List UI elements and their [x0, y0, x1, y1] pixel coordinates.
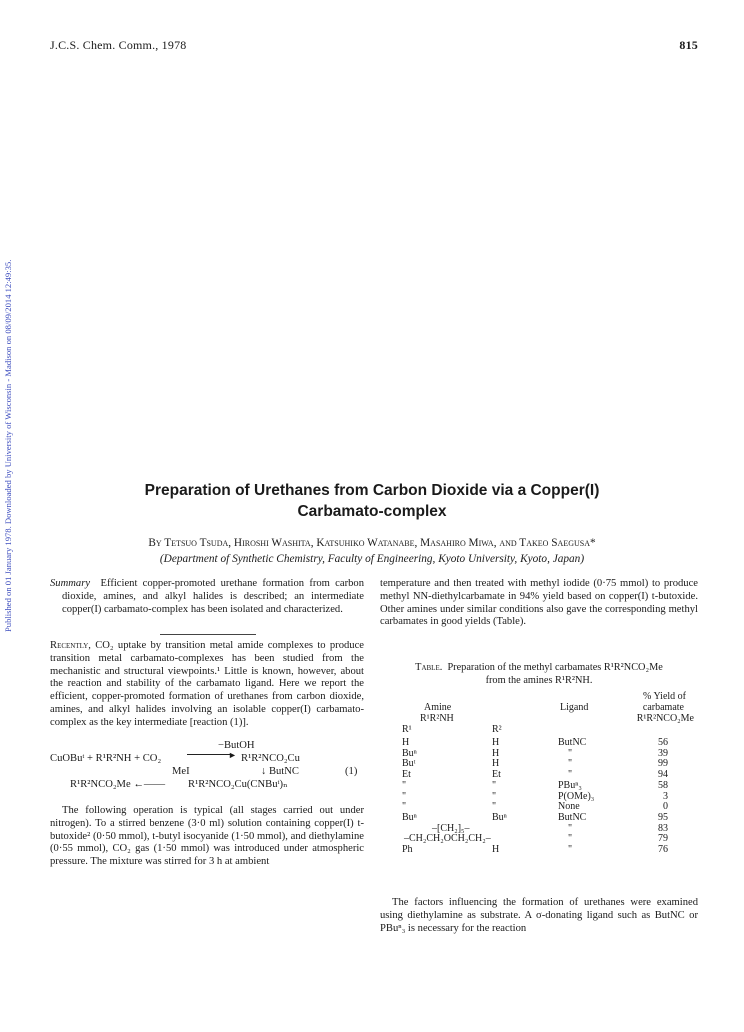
- table-cell-yield: 56: [658, 737, 668, 748]
- scheme-equation-number: (1): [345, 766, 358, 777]
- table-cell-yield: 79: [658, 833, 668, 845]
- scheme-arrow-right: [187, 754, 232, 755]
- scheme-reactants: CuOBuᵗ + R¹R²NH + CO₂: [50, 753, 162, 764]
- table-cell-ligand: ButNC: [558, 737, 587, 748]
- table-cell-yield: 83: [658, 822, 668, 834]
- table-caption-line-2: from the amines R¹R²NH.: [485, 674, 593, 686]
- table-cell-r1: ": [402, 801, 407, 813]
- table-cell-yield: 58: [658, 779, 668, 791]
- intro-paragraph: [50, 640, 364, 729]
- table-cell-r1: ": [402, 779, 407, 791]
- summary-divider: [160, 634, 256, 635]
- table-cell-r1: ": [402, 790, 407, 802]
- summary-paragraph: [50, 578, 364, 616]
- scheme-complex: R¹R²NCO₂Cu(CNBuᵗ)ₙ: [188, 779, 288, 790]
- carbamate-table: [380, 692, 698, 872]
- table-cell-r2: H: [492, 758, 500, 770]
- table-cell-r2: ": [492, 801, 497, 813]
- table-cell-ligand: ": [568, 822, 573, 834]
- byline: [40, 535, 704, 567]
- factors-paragraph: The factors influencing the formation of urethanes were examined using diethylamine as substrate. A σ-donating ligand such as ButNC or PBuⁿ₃ is necessary for the reaction: [380, 897, 698, 934]
- title-line-2: Carbamato-complex: [297, 503, 447, 520]
- intro-lead-word: Recently,: [50, 640, 91, 651]
- table-cell-yield: 76: [658, 844, 668, 855]
- table-cell-r1: Buⁿ: [402, 747, 417, 759]
- table-cell-r2: H: [492, 844, 500, 855]
- table-cell-r1: Ph: [402, 844, 413, 855]
- scheme-butnc: ↓ ButNC: [261, 766, 299, 777]
- scheme-urethane: R¹R²NCO₂Me ←——: [70, 779, 166, 790]
- table-head-yield-2: carbamate: [642, 702, 684, 713]
- table-head-amine-formula: R¹R²NH: [420, 713, 454, 724]
- table-cell-yield: 94: [658, 769, 668, 781]
- scheme-minus-butoh: −ButOH: [218, 740, 255, 751]
- summary-block: [50, 578, 364, 616]
- page-number: 815: [679, 38, 698, 52]
- table-cell-r2: Et: [492, 769, 501, 781]
- table-cell-r2: Buⁿ: [492, 811, 507, 823]
- table-head-amine: Amine: [424, 702, 452, 713]
- table-cell-r1: H: [402, 737, 410, 748]
- table-cell-r1: Buᵗ: [402, 758, 416, 770]
- table-caption-line-1: [380, 662, 698, 675]
- table-cell-ligand: ": [568, 758, 573, 770]
- table-cell-ligand: ButNC: [558, 811, 587, 823]
- table-cell-ligand: P(OMe)₃: [558, 790, 595, 802]
- intro-text: CO₂ uptake by transition metal amide complexes to produce transition metal carbamato-complexes has been studied from the mechanistic and structural viewpoints.¹ Little is known, however, about the reaction and stability of the carbamato ligand. Here we report the efficient, copper-promoted formation of urethanes from carbon dioxide, amines, and alkyl halides involving an isolable copper(I) carbamato-complex as the key intermediate [reaction (1)].: [50, 640, 364, 728]
- table-cell-yield: 39: [658, 747, 668, 759]
- article-title: [60, 480, 684, 522]
- table-cell-ligand: ": [568, 833, 573, 845]
- affiliation: (Department of Synthetic Chemistry, Faculty of Engineering, Kyoto University, Kyoto, Japan): [159, 553, 585, 565]
- download-note-text: Published on 01 January 1978. Downloaded by University of Wisconsin - Madison on 08/09/2014 12:49:35.: [3, 259, 13, 632]
- table-cell-amine: –CH₂CH₂OCH₂CH₂–: [404, 833, 491, 845]
- download-note: [0, 0, 16, 1032]
- table-caption: [380, 662, 698, 687]
- table-caption-text: Preparation of the methyl carbamates R¹R²NCO₂Me: [447, 662, 663, 673]
- table-head-r2: R²: [492, 724, 502, 735]
- journal-header: J.C.S. Chem. Comm., 1978: [50, 38, 187, 52]
- table-cell-yield: 3: [663, 790, 668, 802]
- table-cell-r2: H: [492, 737, 500, 748]
- table-cell-yield: 95: [658, 811, 668, 823]
- table-cell-r2: H: [492, 747, 500, 759]
- table-head-yield-3: R¹R²NCO₂Me: [636, 713, 694, 724]
- table-caption-label: Table.: [415, 662, 443, 673]
- results-paragraph: temperature and then treated with methyl iodide (0·75 mmol) to produce methyl NN-diethylcarbamate in 94% yield based on copper(I) t-butoxide. Other amines under similar conditions also gave the corresponding methyl carbamates in good yields (Table).: [380, 578, 698, 628]
- table-cell-ligand: ": [568, 747, 573, 759]
- summary-label: Summary: [50, 578, 91, 589]
- reaction-scheme: [50, 740, 364, 792]
- scheme-arrowhead: ►: [228, 750, 237, 760]
- table-cell-ligand: None: [558, 801, 580, 813]
- table-cell-r1: Et: [402, 769, 411, 781]
- author-list: By Tetsuo Tsuda, Hiroshi Washita, Katsuhiko Watanabe, Masahiro Miwa, and Takeo Saegusa*: [148, 537, 596, 549]
- title-line-1: Preparation of Urethanes from Carbon Dioxide via a Copper(I): [144, 482, 600, 499]
- table-cell-yield: 99: [658, 758, 668, 770]
- table-head-yield-1: % Yield of: [643, 691, 686, 702]
- table-cell-ligand: PBuⁿ₃: [558, 779, 582, 791]
- summary-text: Efficient copper-promoted urethane formation from carbon dioxide, amines, and alkyl halides is described; an intermediate copper(I) carbamato-complex has been isolated and characterized.: [62, 578, 364, 615]
- table-cell-ligand: ": [568, 769, 573, 781]
- table-cell-r2: ": [492, 779, 497, 791]
- scheme-carbamato-cu: R¹R²NCO₂Cu: [241, 753, 300, 764]
- table-head-ligand: Ligand: [560, 702, 589, 713]
- table-cell-r1: Buⁿ: [402, 811, 417, 823]
- table-cell-r2: ": [492, 790, 497, 802]
- table-cell-ligand: ": [568, 844, 573, 855]
- procedure-paragraph: The following operation is typical (all stages carried out under nitrogen). To a stirred benzene (3·0 ml) solution containing copper(I) t-butoxide² (0·50 mmol), t-butyl isocyanide (1·50 mmol), and diethylamine (0·55 mmol), CO₂ gas (1·50 mmol) was introduced under atmospheric pressure. The mixture was stirred for 3 h at ambient: [50, 805, 364, 867]
- table-cell-amine: –[CH₂]₅–: [432, 822, 470, 834]
- scheme-mei: MeI: [172, 766, 190, 777]
- table-head-r1: R¹: [402, 724, 412, 735]
- table-cell-yield: 0: [663, 801, 668, 813]
